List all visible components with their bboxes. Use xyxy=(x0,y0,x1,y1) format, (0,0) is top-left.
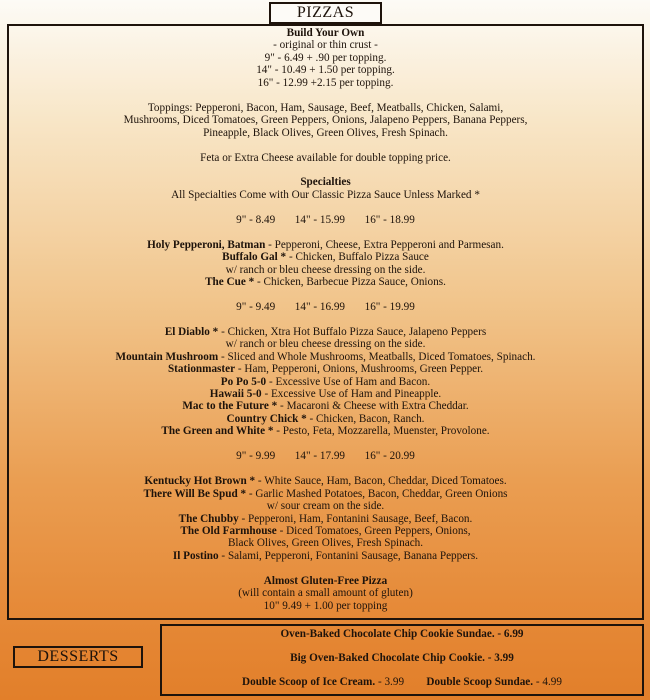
item-name: The Cue * xyxy=(205,275,255,288)
tier3-prices xyxy=(9,450,642,462)
item-desc: - Excessive Use of Ham and Bacon. xyxy=(266,375,431,388)
item-desc: - Pesto, Feta, Mozzarella, Muenster, Provolone. xyxy=(273,425,490,438)
menu-item xyxy=(9,376,642,388)
item-desc: - Pepperoni, Cheese, Extra Pepperoni and Parmesan. xyxy=(265,238,504,251)
item-desc: - Diced Tomatoes, Green Peppers, Onions, xyxy=(276,524,471,537)
item-desc-extra: w/ ranch or bleu cheese dressing on the side. xyxy=(225,338,426,351)
menu-item xyxy=(9,425,642,437)
crust-options: - original or thin crust - xyxy=(273,39,378,52)
specialties-title: Specialties xyxy=(300,176,351,189)
item-name: Po Po 5-0 xyxy=(220,375,267,388)
tier2-prices xyxy=(9,301,642,313)
dessert-sundae: Oven-Baked Chocolate Chip Cookie Sundae. - 6.99 xyxy=(280,628,524,640)
feta-note: Feta or Extra Cheese available for double topping price. xyxy=(200,151,451,164)
build-price-9: 9" - 6.49 + .90 per topping. xyxy=(264,51,387,64)
item-desc: - Pepperoni, Ham, Fontanini Sausage, Beef, Bacon. xyxy=(238,512,473,525)
item-name: The Green and White * xyxy=(161,425,274,438)
build-your-own-title: Build Your Own xyxy=(286,27,365,39)
menu-item xyxy=(9,239,642,251)
item-desc: - Sliced and Whole Mushrooms, Meatballs, Diced Tomatoes, Spinach. xyxy=(218,350,536,363)
specialties-note: All Specialties Come with Our Classic Pizza Sauce Unless Marked * xyxy=(171,188,480,201)
price-14: 14" - 16.99 xyxy=(294,300,346,313)
item-name: Il Postino xyxy=(172,549,219,562)
dessert-double-scoop-price: - 3.99 xyxy=(375,676,405,688)
item-desc-extra: Black Olives, Green Olives, Fresh Spinach. xyxy=(227,537,424,550)
menu-item xyxy=(9,525,642,537)
item-desc: - White Sauce, Ham, Bacon, Cheddar, Diced Tomatoes. xyxy=(255,475,507,488)
dessert-double-sundae-price: - 4.99 xyxy=(533,676,562,688)
pizza-menu-content xyxy=(9,27,642,612)
item-name: Mountain Mushroom xyxy=(115,350,219,363)
dessert-double-sundae-name: Double Scoop Sundae. xyxy=(426,676,534,688)
dessert-double-scoop-name: Double Scoop of Ice Cream. xyxy=(242,676,376,688)
item-desc: - Salami, Pepperoni, Fontanini Sausage, Banana Peppers. xyxy=(218,549,479,562)
item-desc: - Chicken, Buffalo Pizza Sauce xyxy=(286,251,429,264)
item-name: The Chubby xyxy=(178,512,239,525)
menu-item xyxy=(9,351,642,363)
item-desc: - Garlic Mashed Potatoes, Bacon, Cheddar, Green Onions xyxy=(246,487,508,500)
price-16: 16" - 18.99 xyxy=(364,213,415,226)
price-9: 9" - 9.99 xyxy=(236,450,276,463)
price-16: 16" - 19.99 xyxy=(364,300,415,313)
item-desc: - Chicken, Bacon, Ranch. xyxy=(306,412,425,425)
item-name: Buffalo Gal * xyxy=(222,251,287,264)
item-name: Stationmaster xyxy=(167,363,236,376)
menu-item xyxy=(9,400,642,412)
price-9: 9" - 8.49 xyxy=(236,213,276,226)
desserts-box xyxy=(160,624,644,696)
item-desc: - Macaroni & Cheese with Extra Cheddar. xyxy=(277,400,469,413)
item-name: Holy Pepperoni, Batman xyxy=(147,238,266,251)
menu-item xyxy=(9,276,642,288)
desserts-section-label: DESSERTS xyxy=(13,646,143,668)
menu-item xyxy=(9,326,642,338)
toppings-line: Toppings: Pepperoni, Bacon, Ham, Sausage, Beef, Meatballs, Chicken, Salami, xyxy=(147,101,504,114)
price-9: 9" - 9.49 xyxy=(236,300,276,313)
menu-item xyxy=(9,488,642,500)
gluten-free-note: (will contain a small amount of gluten) xyxy=(238,587,413,600)
toppings-line: Mushrooms, Diced Tomatoes, Green Peppers, Onions, Jalapeno Peppers, Banana Peppers, xyxy=(123,114,528,127)
menu-item xyxy=(9,475,642,487)
item-desc: - Chicken, Barbecue Pizza Sauce, Onions. xyxy=(254,275,446,288)
menu-item xyxy=(9,363,642,375)
gluten-free-price: 10" 9.49 + 1.00 per topping xyxy=(263,599,388,612)
toppings-line: Pineapple, Black Olives, Green Olives, Fresh Spinach. xyxy=(203,126,448,139)
price-14: 14" - 17.99 xyxy=(294,450,346,463)
item-name: El Diablo * xyxy=(164,325,219,338)
menu-item xyxy=(9,413,642,425)
tier1-prices xyxy=(9,214,642,226)
item-desc: - Chicken, Xtra Hot Buffalo Pizza Sauce, Jalapeno Peppers xyxy=(218,325,487,338)
item-name: Kentucky Hot Brown * xyxy=(144,475,256,488)
price-16: 16" - 20.99 xyxy=(364,450,415,463)
item-name: Country Chick * xyxy=(226,412,307,425)
menu-item xyxy=(9,388,642,400)
pizzas-section-label: PIZZAS xyxy=(269,2,382,24)
build-price-16: 16" - 12.99 +2.15 per topping. xyxy=(257,76,394,89)
price-14: 14" - 15.99 xyxy=(294,213,346,226)
item-name: Mac to the Future * xyxy=(182,400,278,413)
dessert-double-scoops xyxy=(162,676,642,688)
menu-item xyxy=(9,251,642,263)
build-price-14: 14" - 10.49 + 1.50 per topping. xyxy=(256,64,395,77)
item-desc-extra: w/ ranch or bleu cheese dressing on the side. xyxy=(225,263,426,276)
item-name: The Old Farmhouse xyxy=(180,524,277,537)
item-desc-extra: w/ sour cream on the side. xyxy=(266,500,385,513)
gluten-free-title: Almost Gluten-Free Pizza xyxy=(263,574,388,587)
item-desc: - Ham, Pepperoni, Onions, Mushrooms, Green Pepper. xyxy=(235,363,484,376)
item-name: Hawaii 5-0 xyxy=(209,388,262,401)
menu-item xyxy=(9,513,642,525)
item-name: There Will Be Spud * xyxy=(143,487,247,500)
menu-item xyxy=(9,550,642,562)
item-desc: - Excessive Use of Ham and Pineapple. xyxy=(261,388,442,401)
dessert-big-cookie: Big Oven-Baked Chocolate Chip Cookie. - 3.99 xyxy=(290,652,514,664)
